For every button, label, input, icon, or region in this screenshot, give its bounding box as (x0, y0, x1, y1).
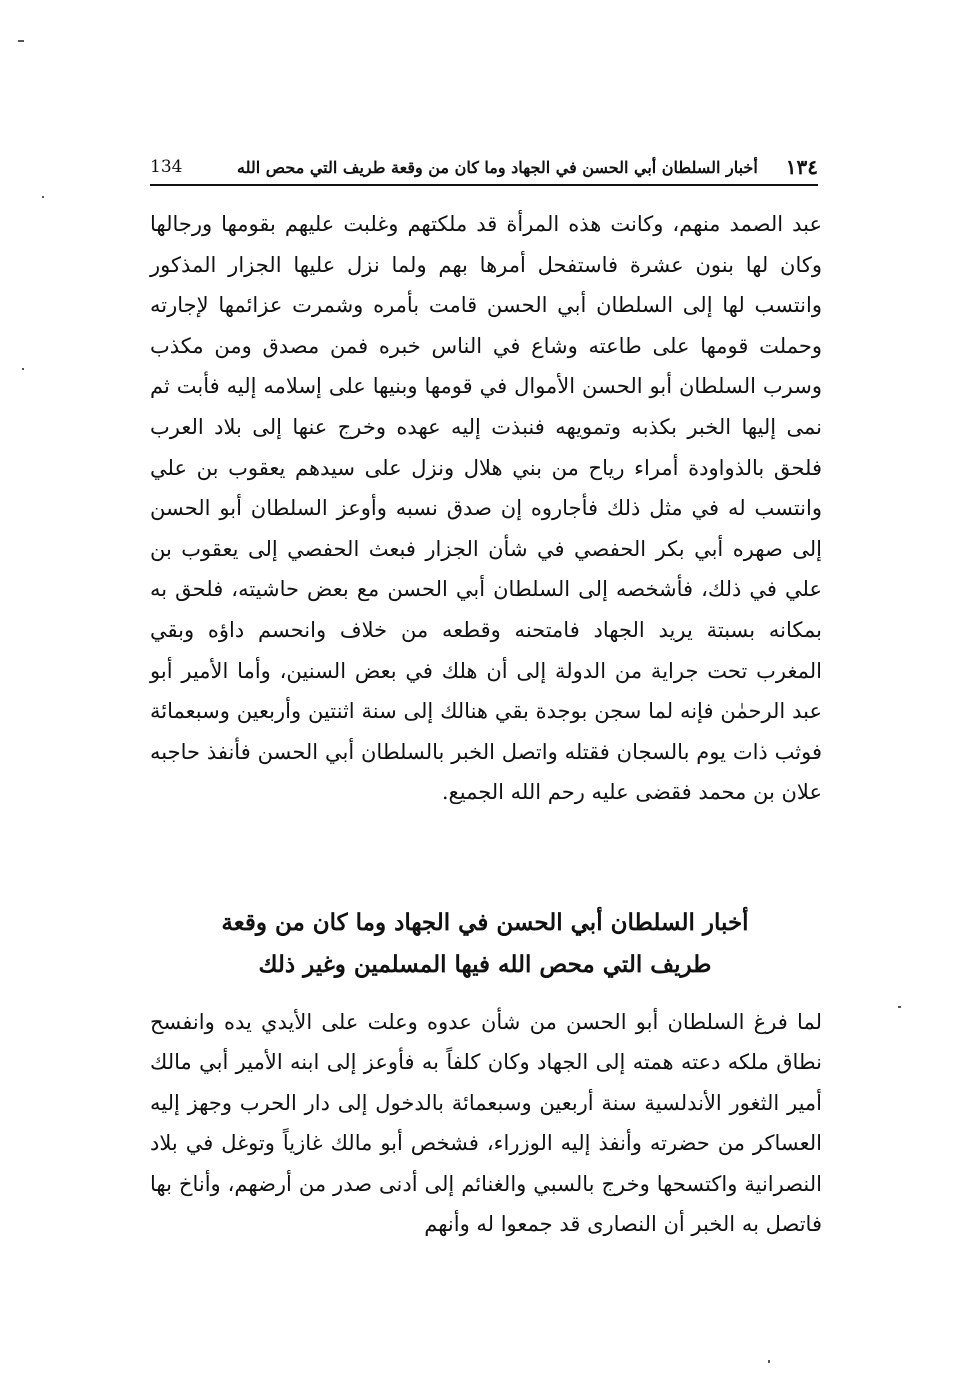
body-paragraph-1 (150, 204, 822, 813)
paragraph-text: عبد الصمد منهم، وكانت هذه المرأة قد ملكتهم وغلبت عليهم بقومها ورجالها وكان لها بنون عشرة فاستفحل أمرها بهم ولما نزل عليها الجزار المذكور وانتسب لها إلى السلطان أبي الحسن قامت بأمره وشمرت عزائمها لإجارته وحملت قومها على طاعته وشاع في الناس خبره فمن مصدق ومن مكذب وسرب السلطان أبو الحسن الأموال في قومها وبنيها على إسلامه إليه فأبت ثم نمى إليها الخبر بكذبه وتمويهه فنبذت إليه عهده وخرج عنها إلى بلاد العرب فلحق بالذواودة أمراء رياح من بني هلال ونزل على سيدهم يعقوب بن علي وانتسب له في مثل ذلك فأجاروه إن صدق نسبه وأوعز السلطان أبو الحسن إلى صهره أبي بكر الحفصي في شأن الجزار فبعث الحفصي إلى يعقوب بن علي في ذلك، فأشخصه إلى السلطان أبي الحسن مع بعض حاشيته، فلحق به بمكانه بسبتة يريد الجهاد فامتحنه وقطعه من خلاف وانحسم داؤه وبقي المغرب تحت جراية من الدولة إلى أن هلك في بعض السنين، وأما الأمير أبو عبد الرحمٰن فإنه لما سجن بوجدة بقي هنالك إلى سنة اثنتين وأربعين وسبعمائة فوثب ذات يوم بالسجان فقتله واتصل الخبر بالسلطان أبي الحسن فأنفذ حاجبه علان بن محمد فقضى عليه رحم الله الجميع. (150, 212, 823, 805)
scan-mark (42, 196, 44, 198)
scan-mark (18, 40, 24, 42)
section-heading (160, 902, 810, 986)
heading-line-2: طريف التي محص الله فيها المسلمين وغير ذلك (258, 951, 712, 978)
scan-mark (22, 368, 24, 370)
running-title: أخبار السلطان أبي الحسن في الجهاد وما كان من وقعة طريف التي محص الله (237, 157, 758, 177)
body-paragraph-2 (150, 1002, 822, 1244)
running-header (150, 150, 818, 186)
paragraph-text: لما فرغ السلطان أبو الحسن من شأن عدوه وعلت على الأيدي يده وانفسح نطاق ملكه دعته همته إلى الجهاد وكان كلفاً به فأوعز إلى ابنه الأمير أبي مالك أمير الثغور الأندلسية سنة أربعين وسبعمائة بالدخول إلى دار الحرب وجهز إليه العساكر من حضرته وأنفذ إليه الوزراء، فشخص أبو مالك غازياً وتوغل في بلاد النصرانية واكتسحها وخرج بالسبي والغنائم إلى أدنى صدر من أرضهم، وأناخ بها فاتصل به الخبر أن النصارى قد جمعوا له وأنهم (150, 1010, 822, 1237)
heading-line-1: أخبار السلطان أبي الحسن في الجهاد وما كان من وقعة (221, 909, 749, 936)
page-number: 134 (150, 157, 183, 177)
page-number-arabic: ١٣٤ (785, 155, 818, 179)
scan-mark (898, 1006, 901, 1008)
scan-mark (768, 1360, 770, 1363)
